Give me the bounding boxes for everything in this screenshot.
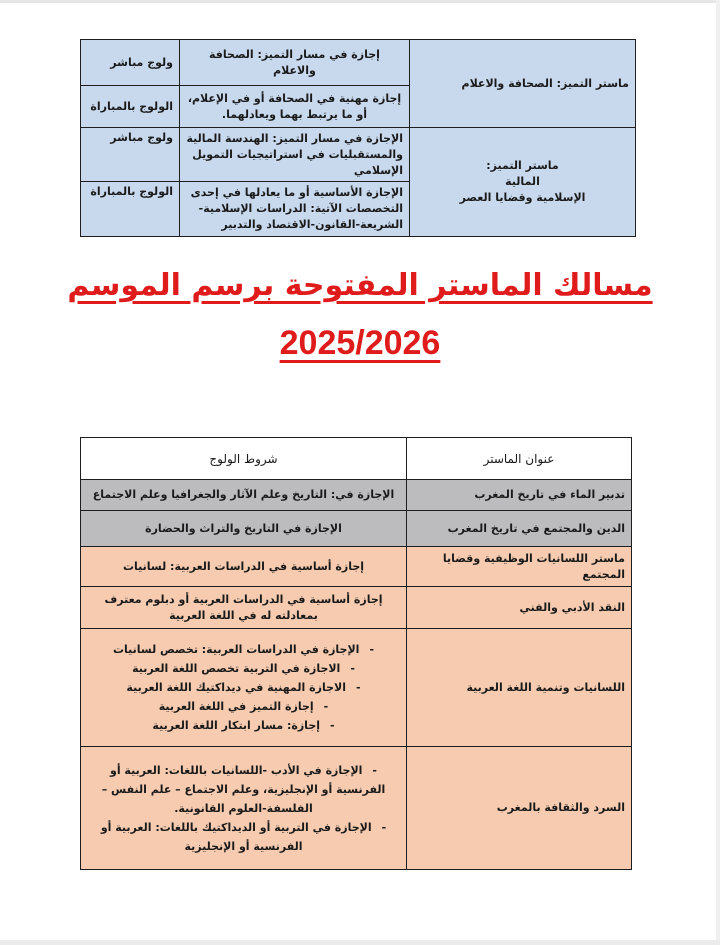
requirement-text: الإجازة الأساسية أو ما يعادلها في إحدى التخصصات الآتية: الدراسات الإسلامية-الشريعة-القانون-الاقتصاد والتدبير xyxy=(190,186,403,231)
admission-mode: الولوج بالمباراة xyxy=(90,185,173,198)
bullet-dash: - xyxy=(381,820,387,834)
master-name: السرد والثقافة بالمغرب xyxy=(407,747,632,870)
requirement-cell xyxy=(180,128,410,182)
table-row xyxy=(81,128,636,182)
table-row xyxy=(81,629,632,747)
master-requirement: الإجازة في التاريخ والتراث والحضارة xyxy=(81,511,407,547)
table-row xyxy=(81,511,632,547)
list-item xyxy=(87,640,400,659)
requirement-item: الاجازة في التربية تخصص اللغة العربية xyxy=(132,662,341,675)
table-row xyxy=(81,40,636,86)
master-name: ماستر اللسانيات الوظيفية وقضايا المجتمع xyxy=(407,547,632,587)
master-name: النقد الأدبي والفني xyxy=(407,587,632,629)
admission-mode: الولوج بالمباراة xyxy=(90,99,173,113)
list-item xyxy=(87,716,400,735)
master-requirement: الإجازة في: التاريخ وعلم الآثار والجغرافيا وعلم الاجتماع xyxy=(81,480,407,511)
requirement-item: الإجازة في الدراسات العربية: تخصص لسانيات xyxy=(112,643,360,656)
table-row xyxy=(81,747,632,870)
bullet-dash: - xyxy=(350,662,355,675)
bullet-dash: - xyxy=(372,763,377,777)
table-row xyxy=(81,547,632,587)
list-item xyxy=(87,761,400,818)
master-name: الدين والمجتمع في تاريخ المغرب xyxy=(407,511,632,547)
program-name-line: المالية xyxy=(505,175,540,188)
requirement-item: إجازة: مسار ابتكار اللغة العربية xyxy=(152,719,321,732)
list-item xyxy=(87,678,400,697)
bullet-dash: - xyxy=(369,643,375,656)
admission-mode: ولوج مباشر xyxy=(110,55,173,69)
master-requirement: إجازة أساسية في الدراسات العربية أو دبلوم معترف بمعادلته له في اللغة العربية xyxy=(81,587,407,629)
requirement-text: إجازة في مسار التميز: الصحافة والاعلام xyxy=(209,47,380,77)
admission-mode: ولوج مباشر xyxy=(110,131,173,144)
page-title: مسالك الماستر المفتوحة برسم الموسم xyxy=(67,268,653,303)
requirement-text: إجازة مهنية في الصحافة أو في الإعلام، أو ما يرتبط بهما ويعادلهما. xyxy=(187,91,402,121)
requirement-list xyxy=(87,761,400,856)
requirement-cell xyxy=(180,86,410,128)
master-requirement: إجازة أساسية في الدراسات العربية: لسانيات xyxy=(81,547,407,587)
program-name: ماستر التميز: الصحافة والاعلام xyxy=(461,76,629,90)
column-header-requirements: شروط الولوج xyxy=(81,438,407,480)
requirement-text: الإجازة في مسار التميز: الهندسة المالية والمستقبليات في استراتيجيات التمويل الإسلامي xyxy=(186,131,403,177)
requirement-item: الإجازة في الأدب -اللسانيات باللغات: العربية أو الفرنسية أو الإنجليزية، وعلم الاجتماع – علم النفس – الفلسفة-العلوم القانونية. xyxy=(101,763,386,815)
master-name: تدبير الماء في تاريخ المغرب xyxy=(407,480,632,511)
excellence-masters-table xyxy=(80,39,636,237)
list-item xyxy=(87,697,400,716)
admission-mode-cell xyxy=(81,128,180,182)
requirement-cell xyxy=(180,40,410,86)
list-item xyxy=(87,818,400,856)
open-masters-table xyxy=(80,437,632,870)
requirement-cell xyxy=(180,182,410,237)
master-requirement-list-cell xyxy=(81,629,407,747)
requirement-item: الإجازة في التربية أو الديداكتيك باللغات: العربية أو الفرنسية أو الإنجليزية xyxy=(100,820,372,853)
list-item xyxy=(87,659,400,678)
master-name: اللسانيات وتنمية اللغة العربية xyxy=(407,629,632,747)
requirement-item: الاجازة المهنية في ديداكتيك اللغة العربية xyxy=(126,681,346,694)
page-edge xyxy=(716,0,720,945)
column-header-name: عنوان الماستر xyxy=(407,438,632,480)
table-row xyxy=(81,587,632,629)
master-requirement-list-cell xyxy=(81,747,407,870)
bullet-dash: - xyxy=(323,700,329,713)
requirement-item: إجازة التميز في اللغة العربية xyxy=(158,700,314,713)
table-header-row xyxy=(81,438,632,480)
admission-mode-cell xyxy=(81,86,180,128)
program-name-line: ماستر التميز: xyxy=(486,159,559,172)
admission-mode-cell xyxy=(81,182,180,237)
program-name-line: الإسلامية وقضايا العصر xyxy=(459,191,586,204)
requirement-list xyxy=(87,640,400,735)
bullet-dash: - xyxy=(355,681,361,694)
season-year: 2025/2026 xyxy=(279,324,441,362)
page-edge xyxy=(0,0,720,3)
admission-mode-cell xyxy=(81,40,180,86)
table-row xyxy=(81,480,632,511)
bullet-dash: - xyxy=(330,719,335,732)
page-edge xyxy=(0,940,720,945)
program-name-cell xyxy=(410,40,636,128)
program-name-cell xyxy=(410,128,636,237)
